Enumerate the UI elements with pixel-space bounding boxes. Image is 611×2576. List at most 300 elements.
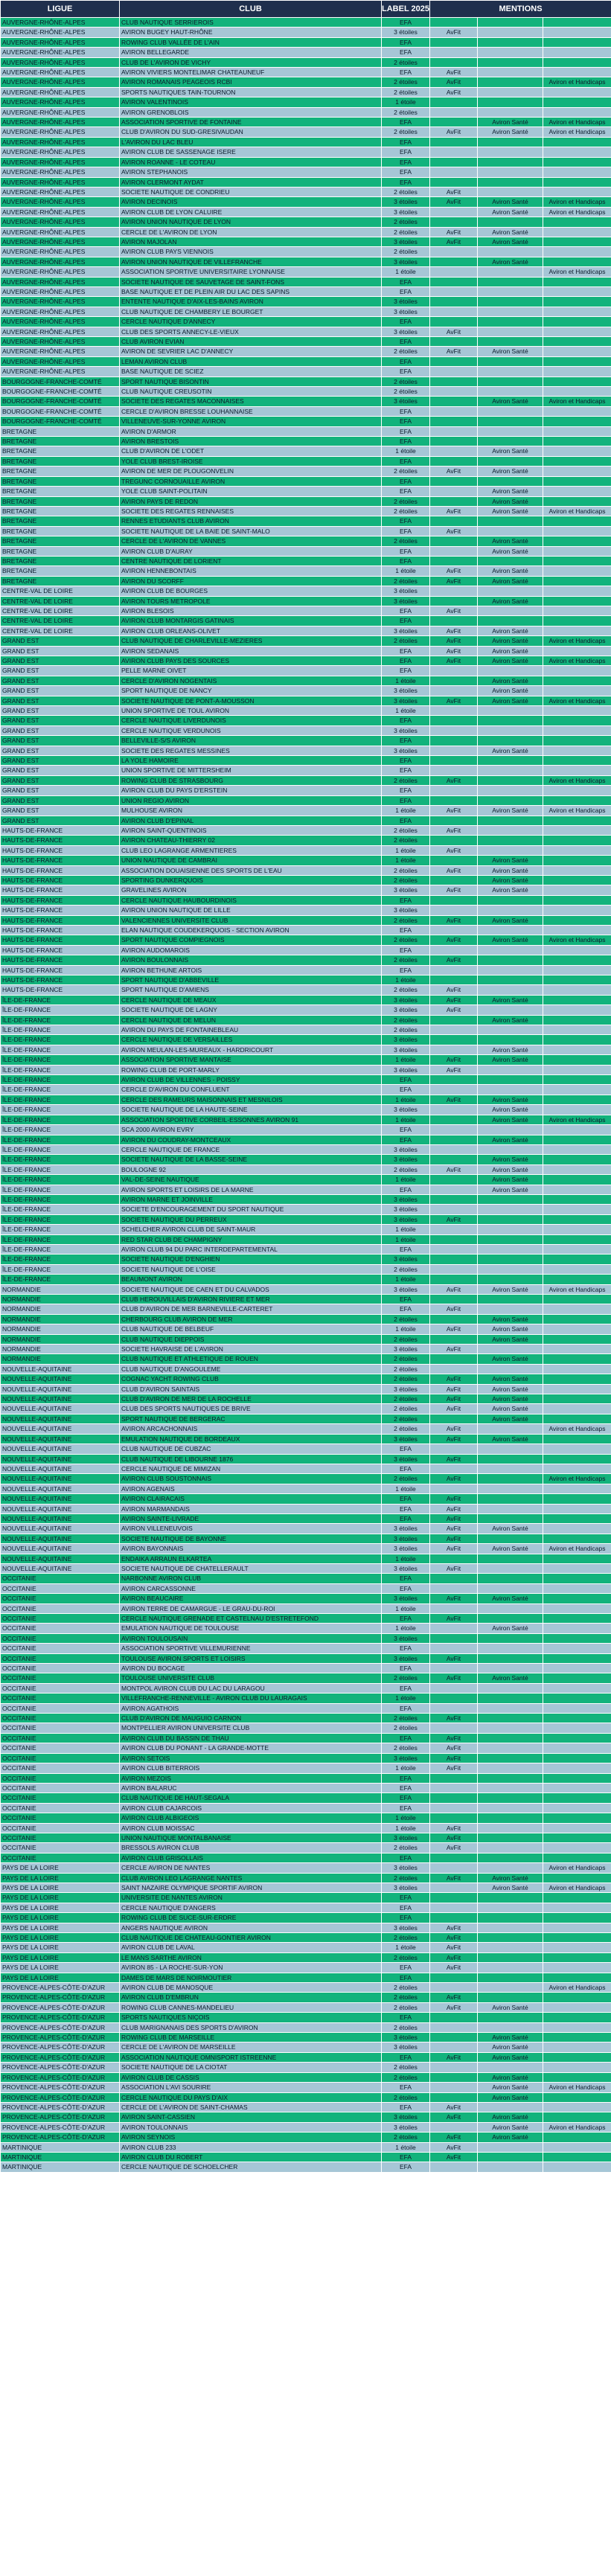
table-row xyxy=(1,1524,611,1534)
cell-avfit xyxy=(430,446,478,456)
cell-ligue: ÎLE-DE-FRANCE xyxy=(1,1095,120,1104)
table-row xyxy=(1,1275,611,1284)
cell-ligue: ÎLE-DE-FRANCE xyxy=(1,1035,120,1045)
table-row xyxy=(1,816,611,825)
cell-label: EFA xyxy=(382,2102,430,2112)
cell-avfit xyxy=(430,307,478,316)
cell-club: SPORTING DUNKERQUOIS xyxy=(120,875,382,885)
cell-ligue: ÎLE-DE-FRANCE xyxy=(1,1185,120,1194)
cell-label: EFA xyxy=(382,766,430,775)
cell-avfit: AvFit xyxy=(430,187,478,196)
cell-aviron-handicaps: Aviron et Handicaps xyxy=(543,207,611,217)
table-row xyxy=(1,1653,611,1663)
cell-aviron-sante xyxy=(478,107,543,117)
cell-ligue: ÎLE-DE-FRANCE xyxy=(1,1125,120,1135)
table-row xyxy=(1,37,611,47)
cell-aviron-handicaps xyxy=(543,955,611,965)
cell-aviron-sante xyxy=(478,1234,543,1244)
cell-avfit: AvFit xyxy=(430,576,478,586)
cell-avfit xyxy=(430,2083,478,2092)
cell-ligue: AUVERGNE-RHÔNE-ALPES xyxy=(1,157,120,167)
cell-aviron-handicaps xyxy=(543,895,611,905)
cell-club: CLUB NAUTIQUE DE CHATEAU-GONTIER AVIRON xyxy=(120,1933,382,1943)
cell-aviron-handicaps xyxy=(543,217,611,227)
cell-club: CLUB DES SPORTS ANNECY-LE-VIEUX xyxy=(120,327,382,336)
table-row xyxy=(1,1464,611,1473)
cell-aviron-sante xyxy=(478,1085,543,1095)
cell-aviron-handicaps xyxy=(543,546,611,556)
table-row xyxy=(1,1853,611,1862)
cell-avfit: AvFit xyxy=(430,1284,478,1294)
cell-aviron-sante: Aviron Santé xyxy=(478,2122,543,2132)
cell-avfit xyxy=(430,1295,478,1304)
cell-aviron-sante: Aviron Santé xyxy=(478,2072,543,2082)
cell-avfit xyxy=(430,1205,478,1214)
cell-label: 2 étoiles xyxy=(382,985,430,995)
cell-ligue: HAUTS-DE-FRANCE xyxy=(1,935,120,945)
cell-label: 2 étoiles xyxy=(382,1314,430,1324)
cell-aviron-sante xyxy=(478,217,543,227)
cell-aviron-handicaps xyxy=(543,1594,611,1603)
cell-avfit xyxy=(430,1144,478,1154)
cell-aviron-sante xyxy=(478,1773,543,1783)
cell-aviron-sante xyxy=(478,1504,543,1513)
cell-avfit: AvFit xyxy=(430,197,478,207)
cell-aviron-sante: Aviron Santé xyxy=(478,2052,543,2062)
cell-ligue: AUVERGNE-RHÔNE-ALPES xyxy=(1,197,120,207)
cell-aviron-sante: Aviron Santé xyxy=(478,237,543,246)
cell-aviron-sante xyxy=(478,1614,543,1624)
cell-ligue: BOURGOGNE-FRANCHE-COMTÉ xyxy=(1,397,120,406)
table-row xyxy=(1,1554,611,1563)
cell-aviron-handicaps xyxy=(543,816,611,825)
table-row xyxy=(1,1214,611,1224)
cell-label: 2 étoiles xyxy=(382,1334,430,1344)
cell-avfit xyxy=(430,147,478,157)
cell-aviron-sante xyxy=(478,1255,543,1264)
cell-ligue: ÎLE-DE-FRANCE xyxy=(1,1144,120,1154)
table-row xyxy=(1,337,611,347)
cell-club: UNION SPORTIVE DE MITTERSHEIM xyxy=(120,766,382,775)
cell-label: EFA xyxy=(382,2013,430,2022)
cell-ligue: HAUTS-DE-FRANCE xyxy=(1,856,120,865)
cell-ligue: BOURGOGNE-FRANCHE-COMTÉ xyxy=(1,377,120,386)
cell-club: ENDAIKA ARRAUN ELKARTEA xyxy=(120,1554,382,1563)
cell-aviron-handicaps xyxy=(543,1135,611,1144)
cell-avfit xyxy=(430,97,478,107)
cell-label: 2 étoiles xyxy=(382,496,430,506)
cell-aviron-sante: Aviron Santé xyxy=(478,1185,543,1194)
cell-avfit: AvFit xyxy=(430,1733,478,1743)
cell-avfit xyxy=(430,766,478,775)
cell-label: 3 étoiles xyxy=(382,197,430,207)
cell-label: EFA xyxy=(382,37,430,47)
cell-aviron-sante xyxy=(478,1474,543,1484)
cell-avfit: AvFit xyxy=(430,1394,478,1404)
cell-ligue: OCCITANIE xyxy=(1,1773,120,1783)
cell-aviron-handicaps xyxy=(543,676,611,685)
table-row xyxy=(1,676,611,685)
cell-label: EFA xyxy=(382,1614,430,1624)
table-row xyxy=(1,118,611,127)
cell-aviron-sante: Aviron Santé xyxy=(478,1055,543,1065)
cell-aviron-handicaps xyxy=(543,2052,611,2062)
cell-club: ASSOCIATION SPORTIVE MANTAISE xyxy=(120,1055,382,1065)
cell-label: 1 étoile xyxy=(382,1943,430,1952)
cell-label: 3 étoiles xyxy=(382,2112,430,2122)
cell-club: CLUB D'AVIRON DU SUD-GRESIVAUDAN xyxy=(120,127,382,137)
cell-label: 2 étoiles xyxy=(382,915,430,925)
cell-label: 2 étoiles xyxy=(382,107,430,117)
cell-avfit xyxy=(430,1853,478,1862)
table-row xyxy=(1,1075,611,1085)
cell-aviron-sante: Aviron Santé xyxy=(478,875,543,885)
cell-ligue: OCCITANIE xyxy=(1,1574,120,1583)
cell-club: CERCLE DE L'AVIRON DE MARSEILLE xyxy=(120,2042,382,2052)
cell-avfit xyxy=(430,18,478,28)
cell-label: 3 étoiles xyxy=(382,1434,430,1444)
cell-aviron-sante xyxy=(478,2142,543,2152)
cell-club: AVIRON STEPHANOIS xyxy=(120,167,382,177)
table-row xyxy=(1,1185,611,1194)
cell-ligue: PROVENCE-ALPES-CÔTE-D'AZUR xyxy=(1,2122,120,2132)
cell-ligue: NORMANDIE xyxy=(1,1324,120,1334)
cell-aviron-handicaps xyxy=(543,1993,611,2002)
cell-aviron-sante: Aviron Santé xyxy=(478,1135,543,1144)
cell-avfit: AvFit xyxy=(430,1005,478,1015)
cell-aviron-sante xyxy=(478,666,543,676)
cell-ligue: PAYS DE LA LOIRE xyxy=(1,1973,120,1982)
cell-aviron-handicaps xyxy=(543,337,611,347)
table-row xyxy=(1,237,611,246)
cell-aviron-handicaps xyxy=(543,1404,611,1414)
cell-ligue: BRETAGNE xyxy=(1,437,120,446)
cell-label: 3 étoiles xyxy=(382,995,430,1005)
cell-aviron-sante xyxy=(478,426,543,436)
table-row xyxy=(1,446,611,456)
cell-aviron-handicaps: Aviron et Handicaps xyxy=(543,806,611,816)
cell-aviron-sante: Aviron Santé xyxy=(478,546,543,556)
cell-aviron-handicaps xyxy=(543,1913,611,1923)
cell-avfit xyxy=(430,1633,478,1643)
cell-ligue: OCCITANIE xyxy=(1,1743,120,1753)
cell-aviron-sante xyxy=(478,1264,543,1274)
cell-label: 3 étoiles xyxy=(382,1144,430,1154)
cell-aviron-handicaps xyxy=(543,1614,611,1624)
cell-aviron-handicaps xyxy=(543,1753,611,1763)
cell-label: EFA xyxy=(382,1125,430,1135)
cell-aviron-handicaps xyxy=(543,1155,611,1164)
cell-aviron-sante: Aviron Santé xyxy=(478,1155,543,1164)
table-row xyxy=(1,1594,611,1603)
cell-club: AVIRON AGATHOIS xyxy=(120,1703,382,1713)
cell-aviron-handicaps xyxy=(543,297,611,307)
cell-avfit: AvFit xyxy=(430,1434,478,1444)
header-label: LABEL 2025 xyxy=(382,1,430,18)
cell-aviron-sante xyxy=(478,1563,543,1573)
cell-avfit xyxy=(430,666,478,676)
cell-ligue: BRETAGNE xyxy=(1,526,120,536)
cell-ligue: NOUVELLE-AQUITAINE xyxy=(1,1484,120,1493)
cell-label: 2 étoiles xyxy=(382,387,430,397)
cell-avfit: AvFit xyxy=(430,1763,478,1773)
cell-ligue: MARTINIQUE xyxy=(1,2152,120,2162)
cell-aviron-sante xyxy=(478,766,543,775)
table-row xyxy=(1,746,611,755)
cell-ligue: BRETAGNE xyxy=(1,566,120,576)
cell-avfit xyxy=(430,397,478,406)
cell-label: 2 étoiles xyxy=(382,2072,430,2082)
cell-club: AVIRON TOULONNAIS xyxy=(120,2122,382,2132)
cell-avfit xyxy=(430,1244,478,1254)
cell-aviron-handicaps xyxy=(543,556,611,565)
cell-aviron-handicaps xyxy=(543,1793,611,1803)
cell-ligue: ÎLE-DE-FRANCE xyxy=(1,1164,120,1174)
cell-club: SOCIETE NAUTIQUE DE LA BAIE DE SAINT-MALO xyxy=(120,526,382,536)
cell-label: 2 étoiles xyxy=(382,636,430,646)
cell-aviron-handicaps xyxy=(543,945,611,955)
cell-aviron-sante: Aviron Santé xyxy=(478,2033,543,2042)
cell-label: 2 étoiles xyxy=(382,1015,430,1025)
cell-aviron-sante: Aviron Santé xyxy=(478,865,543,875)
cell-aviron-sante: Aviron Santé xyxy=(478,197,543,207)
cell-ligue: ÎLE-DE-FRANCE xyxy=(1,1025,120,1035)
cell-aviron-handicaps xyxy=(543,1035,611,1045)
cell-club: AVIRON VILLENEUVOIS xyxy=(120,1524,382,1534)
cell-label: EFA xyxy=(382,277,430,286)
cell-aviron-handicaps xyxy=(543,736,611,746)
cell-avfit: AvFit xyxy=(430,995,478,1005)
cell-ligue: OCCITANIE xyxy=(1,1813,120,1823)
table-row xyxy=(1,2002,611,2012)
cell-club: AVIRON CLUB 233 xyxy=(120,2142,382,2152)
cell-aviron-handicaps xyxy=(543,2042,611,2052)
cell-club: AVIRON CLUB DE SASSENAGE ISERE xyxy=(120,147,382,157)
cell-avfit: AvFit xyxy=(430,696,478,705)
cell-club: SPORTS NAUTIQUES TAIN-TOURNON xyxy=(120,87,382,97)
table-row xyxy=(1,107,611,117)
cell-aviron-handicaps: Aviron et Handicaps xyxy=(543,197,611,207)
cell-ligue: AUVERGNE-RHÔNE-ALPES xyxy=(1,327,120,336)
cell-avfit: AvFit xyxy=(430,1993,478,2002)
cell-ligue: AUVERGNE-RHÔNE-ALPES xyxy=(1,356,120,366)
cell-club: AVIRON MARNE ET JOINVILLE xyxy=(120,1194,382,1204)
cell-avfit xyxy=(430,207,478,217)
cell-avfit xyxy=(430,1903,478,1912)
cell-ligue: PROVENCE-ALPES-CÔTE-D'AZUR xyxy=(1,2013,120,2022)
table-row xyxy=(1,915,611,925)
cell-club: CERCLE NAUTIQUE HAUBOURDINOIS xyxy=(120,895,382,905)
cell-avfit: AvFit xyxy=(430,1544,478,1554)
cell-avfit: AvFit xyxy=(430,1843,478,1853)
cell-label: EFA xyxy=(382,118,430,127)
table-row xyxy=(1,2083,611,2092)
table-row xyxy=(1,1345,611,1354)
table-row xyxy=(1,1454,611,1464)
cell-aviron-sante xyxy=(478,1913,543,1923)
cell-label: EFA xyxy=(382,795,430,805)
cell-aviron-handicaps xyxy=(543,247,611,257)
cell-label: 3 étoiles xyxy=(382,2033,430,2042)
cell-ligue: AUVERGNE-RHÔNE-ALPES xyxy=(1,87,120,97)
cell-avfit xyxy=(430,277,478,286)
cell-label: EFA xyxy=(382,965,430,975)
cell-aviron-sante xyxy=(478,975,543,985)
cell-club: AVIRON CLUB DE BOURGES xyxy=(120,586,382,596)
cell-label: 2 étoiles xyxy=(382,955,430,965)
cell-label: EFA xyxy=(382,656,430,666)
cell-label: 1 étoile xyxy=(382,1554,430,1563)
cell-avfit xyxy=(430,1334,478,1344)
cell-avfit: AvFit xyxy=(430,955,478,965)
cell-avfit xyxy=(430,496,478,506)
cell-aviron-handicaps xyxy=(543,87,611,97)
cell-ligue: AUVERGNE-RHÔNE-ALPES xyxy=(1,68,120,77)
cell-club: AVIRON CLUB DU BASSIN DE THAU xyxy=(120,1733,382,1743)
cell-club: BASE NAUTIQUE DE SCIEZ xyxy=(120,367,382,377)
cell-club: AVIRON SAINT-QUENTINOIS xyxy=(120,825,382,835)
cell-aviron-handicaps xyxy=(543,2072,611,2082)
table-row xyxy=(1,137,611,147)
cell-avfit xyxy=(430,546,478,556)
table-row xyxy=(1,1175,611,1185)
cell-label: 3 étoiles xyxy=(382,1883,430,1892)
cell-label: 3 étoiles xyxy=(382,237,430,246)
cell-ligue: AUVERGNE-RHÔNE-ALPES xyxy=(1,127,120,137)
cell-ligue: PAYS DE LA LOIRE xyxy=(1,1923,120,1932)
cell-aviron-sante xyxy=(478,1144,543,1154)
cell-label: EFA xyxy=(382,895,430,905)
cell-club: UNION NAUTIQUE MONTALBANAISE xyxy=(120,1833,382,1842)
cell-avfit xyxy=(430,686,478,696)
cell-aviron-sante xyxy=(478,2102,543,2112)
cell-aviron-sante xyxy=(478,406,543,416)
cell-aviron-handicaps xyxy=(543,1504,611,1513)
table-row xyxy=(1,1714,611,1723)
cell-label: 3 étoiles xyxy=(382,1544,430,1554)
cell-aviron-handicaps xyxy=(543,437,611,446)
cell-ligue: PROVENCE-ALPES-CÔTE-D'AZUR xyxy=(1,2133,120,2142)
table-row xyxy=(1,736,611,746)
cell-label: EFA xyxy=(382,1893,430,1903)
cell-avfit xyxy=(430,377,478,386)
cell-avfit xyxy=(430,456,478,466)
cell-avfit xyxy=(430,1364,478,1374)
table-row xyxy=(1,1823,611,1833)
table-row xyxy=(1,2042,611,2052)
table-header xyxy=(1,1,611,18)
cell-club: AVIRON CARCASSONNE xyxy=(120,1583,382,1593)
cell-ligue: PAYS DE LA LOIRE xyxy=(1,1933,120,1943)
cell-aviron-handicaps xyxy=(543,1225,611,1234)
cell-aviron-handicaps xyxy=(543,526,611,536)
cell-label: 2 étoiles xyxy=(382,57,430,67)
cell-label: EFA xyxy=(382,816,430,825)
cell-aviron-sante xyxy=(478,1125,543,1135)
cell-club: AVIRON MAJOLAN xyxy=(120,237,382,246)
cell-avfit: AvFit xyxy=(430,626,478,635)
cell-label: 1 étoile xyxy=(382,845,430,855)
cell-aviron-sante: Aviron Santé xyxy=(478,2112,543,2122)
cell-label: EFA xyxy=(382,1783,430,1792)
cell-aviron-sante: Aviron Santé xyxy=(478,576,543,586)
cell-club: AVIRON VIVIERS MONTELIMAR CHATEAUNEUF xyxy=(120,68,382,77)
cell-club: SOCIETE D'ENCOURAGEMENT DU SPORT NAUTIQUE xyxy=(120,1205,382,1214)
cell-aviron-handicaps: Aviron et Handicaps xyxy=(543,77,611,87)
cell-ligue: AUVERGNE-RHÔNE-ALPES xyxy=(1,107,120,117)
table-row xyxy=(1,945,611,955)
cell-label: EFA xyxy=(382,945,430,955)
cell-label: EFA xyxy=(382,437,430,446)
cell-club: CERCLE NAUTIQUE DE FRANCE xyxy=(120,1144,382,1154)
cell-club: SOCIETE NAUTIQUE DE LAGNY xyxy=(120,1005,382,1015)
cell-aviron-sante: Aviron Santé xyxy=(478,257,543,266)
cell-aviron-sante: Aviron Santé xyxy=(478,2083,543,2092)
cell-label: EFA xyxy=(382,1683,430,1693)
cell-aviron-sante: Aviron Santé xyxy=(478,446,543,456)
cell-label: EFA xyxy=(382,48,430,57)
cell-ligue: PAYS DE LA LOIRE xyxy=(1,1952,120,1962)
cell-avfit: AvFit xyxy=(430,1833,478,1842)
cell-avfit: AvFit xyxy=(430,1714,478,1723)
cell-aviron-sante xyxy=(478,1574,543,1583)
cell-aviron-handicaps xyxy=(543,1025,611,1035)
table-row xyxy=(1,286,611,296)
cell-club: EMULATION NAUTIQUE DE BORDEAUX xyxy=(120,1434,382,1444)
cell-label: EFA xyxy=(382,1574,430,1583)
cell-club: SPORT NAUTIQUE D'ABBEVILLE xyxy=(120,975,382,985)
cell-label: 3 étoiles xyxy=(382,696,430,705)
cell-ligue: OCCITANIE xyxy=(1,1763,120,1773)
cell-avfit xyxy=(430,48,478,57)
cell-label: 1 étoile xyxy=(382,806,430,816)
cell-label: 2 étoiles xyxy=(382,1993,430,2002)
cell-label: EFA xyxy=(382,1513,430,1523)
cell-avfit: AvFit xyxy=(430,775,478,785)
cell-label: EFA xyxy=(382,286,430,296)
table-row xyxy=(1,1664,611,1673)
cell-ligue: OCCITANIE xyxy=(1,1793,120,1803)
cell-label: 1 étoile xyxy=(382,1484,430,1493)
cell-club: MONTPELLIER AVIRON UNIVERSITE CLUB xyxy=(120,1723,382,1733)
cell-club: CERCLE NAUTIQUE D'ANGERS xyxy=(120,1903,382,1912)
cell-ligue: BRETAGNE xyxy=(1,576,120,586)
table-row xyxy=(1,1234,611,1244)
cell-aviron-handicaps xyxy=(543,2102,611,2112)
cell-club: AVIRON BEAUCAIRE xyxy=(120,1594,382,1603)
cell-aviron-handicaps xyxy=(543,1494,611,1504)
cell-club: CLUB NAUTIQUE ET ATHLETIQUE DE ROUEN xyxy=(120,1354,382,1364)
cell-aviron-handicaps xyxy=(543,1205,611,1214)
cell-ligue: ÎLE-DE-FRANCE xyxy=(1,1055,120,1065)
cell-aviron-handicaps xyxy=(543,347,611,356)
table-row xyxy=(1,616,611,626)
cell-club: AVIRON 85 - LA ROCHE-SUR-YON xyxy=(120,1963,382,1973)
cell-ligue: BRETAGNE xyxy=(1,516,120,526)
cell-aviron-handicaps xyxy=(543,1015,611,1025)
cell-ligue: BRETAGNE xyxy=(1,506,120,516)
cell-avfit xyxy=(430,1155,478,1164)
cell-avfit: AvFit xyxy=(430,1753,478,1763)
cell-avfit: AvFit xyxy=(430,1933,478,1943)
table-row xyxy=(1,925,611,935)
table-row xyxy=(1,786,611,795)
table-row xyxy=(1,1833,611,1842)
table-row xyxy=(1,1563,611,1573)
cell-club: CLUB D'AVIRON SAINTAIS xyxy=(120,1384,382,1394)
cell-ligue: GRAND EST xyxy=(1,725,120,735)
cell-ligue: BOURGOGNE-FRANCHE-COMTÉ xyxy=(1,387,120,397)
